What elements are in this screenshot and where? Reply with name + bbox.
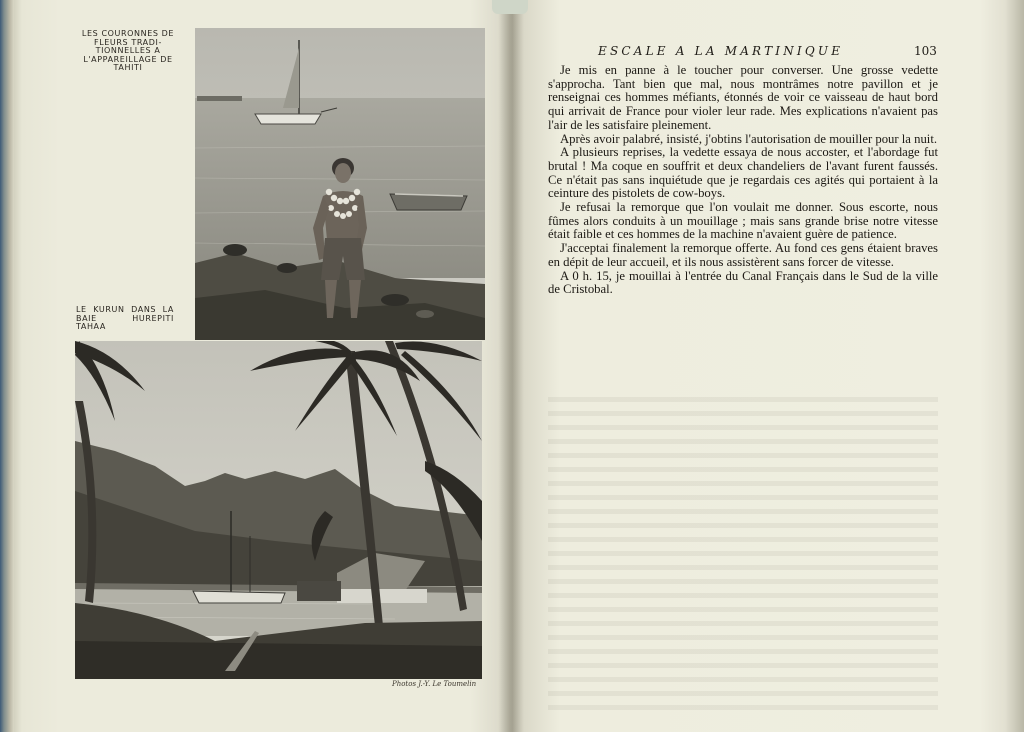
book-edge [0,0,14,732]
page-tab [492,0,528,14]
show-through-text [548,390,938,710]
paragraph: Je mis en panne à le toucher pour converser. Une grosse vedette s'approcha. Tant bien que mal, nous montrâmes notre pavillon et je renseignai ces hommes méfiants, étonnés de voir ce vaisseau de haut bord qui arrivait de France pour violer leur rade. Mes explications n'avaient pas l'air de les satisfaire pleinement. [548,63,938,132]
book-gutter [498,0,524,732]
paragraph: Je refusai la remorque que l'on voulait me donner. Sous escorte, nous fûmes alors conduits à un mouillage ; mais sans grande brise notre vitesse était faible et ces hommes de la machine n'avaient guère de patience. [548,200,938,242]
paragraph: A plusieurs reprises, la vedette essaya de nous accoster, et l'abordage fut brutal ! Ma coque en souffrit et deux chandeliers de l'avant furent faussés. Ce n'était pas sans inquiétude que je regardais ces agités qui portaient à la ceinture des pistolets de cow-boys. [548,145,938,201]
paragraph: A 0 h. 15, je mouillai à l'entrée du Canal Français dans le Sud de la ville de Cristobal. [548,268,938,297]
running-head: ESCALE A LA MARTINIQUE [598,44,844,58]
caption-middle: LE KURUN DANS LA BAIE HUREPITI TAHAA [76,305,174,331]
photo-man-with-flower-wreaths [195,28,485,340]
paragraph: J'acceptai finalement la remorque offerte. Au fond ces gens étaient braves en dépit de leur accueil, et ils nous assistèrent sans forcer de vitesse. [548,241,938,269]
caption-top: LES COURONNES DE FLEURS TRADI-TIONNELLES A L'APPAREILLAGE DE TAHITI [81,29,175,72]
paragraph: Après avoir palabré, insisté, j'obtins l'autorisation de mouiller pour la nuit. [560,131,938,146]
photo-bay-with-palms [75,341,482,679]
photo-credit: Photos J.-Y. Le Toumelin [392,680,477,688]
body-text [548,64,938,297]
page-number: 103 [914,44,937,58]
